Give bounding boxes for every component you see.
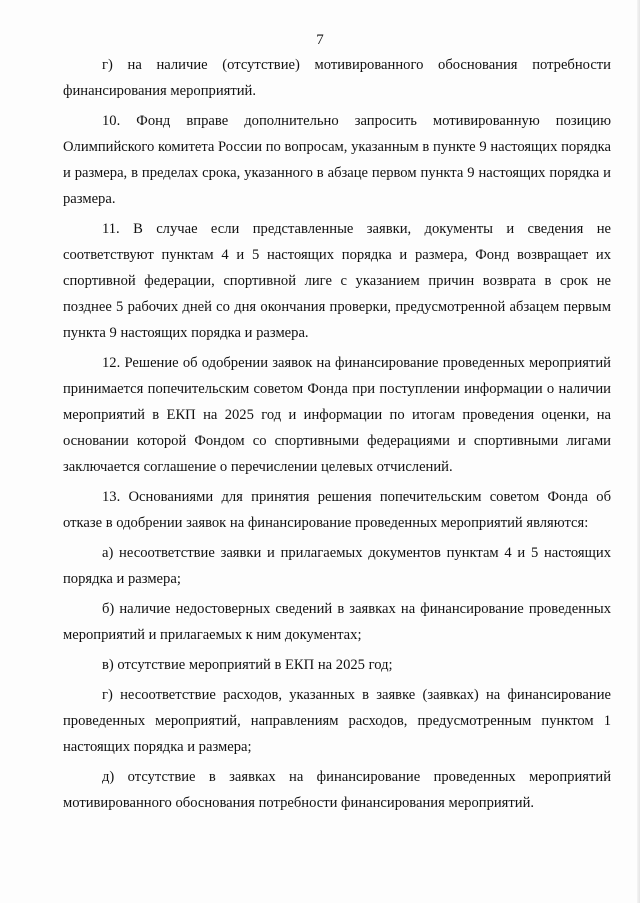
paragraph-13-item-d: д) отсутствие в заявках на финансирование проведенных мероприятий мотивированного обоснования потребности финансирования мероприятий. xyxy=(63,769,611,811)
paragraph-13: 13. Основаниями для принятия решения попечительским советом Фонда об отказе в одобрении заявок на финансирование проведенных мероприятий являются: xyxy=(63,489,611,531)
paragraph-11: 11. В случае если представленные заявки, документы и сведения не соответствуют пунктам 4 и 5 настоящих порядка и размера, Фонд возвращает их спортивной федерации, спортивной лиге с указанием причин возврата в срок не позднее 5 рабочих дней со дня окончания проверки, предусмотренной абзацем первым пункта 9 настоящих порядка и размера. xyxy=(63,221,611,341)
paragraph-10: 10. Фонд вправе дополнительно запросить мотивированную позицию Олимпийского комитета России по вопросам, указанным в пункте 9 настоящих порядка и размера, в пределах срока, указанного в абзаце первом пункта 9 настоящих порядка и размера. xyxy=(63,113,611,207)
paragraph-13-item-a: а) несоответствие заявки и прилагаемых документов пунктам 4 и 5 настоящих порядка и размера; xyxy=(63,545,611,587)
paragraph-13-item-v: в) отсутствие мероприятий в ЕКП на 2025 год; xyxy=(102,657,393,673)
document-body xyxy=(63,52,611,820)
page-number: 7 xyxy=(316,32,324,48)
paragraph-12: 12. Решение об одобрении заявок на финансирование проведенных мероприятий принимается попечительским советом Фонда при поступлении информации о наличии мероприятий в ЕКП на 2025 год и информации по итогам проведения оценки, на основании которой Фондом со спортивными федерациями и спортивными лигами заключается соглашение о перечислении целевых отчислений. xyxy=(63,355,611,475)
paragraph-item-g-reasoning: г) на наличие (отсутствие) мотивированного обоснования потребности финансирования мероприятий. xyxy=(63,57,611,99)
paragraph-13-item-g: г) несоответствие расходов, указанных в заявке (заявках) на финансирование проведенных мероприятий, направлениям расходов, предусмотренным пунктом 1 настоящих порядка и размера; xyxy=(63,687,611,755)
paragraph-13-item-b: б) наличие недостоверных сведений в заявках на финансирование проведенных мероприятий и прилагаемых к ним документах; xyxy=(63,601,611,643)
